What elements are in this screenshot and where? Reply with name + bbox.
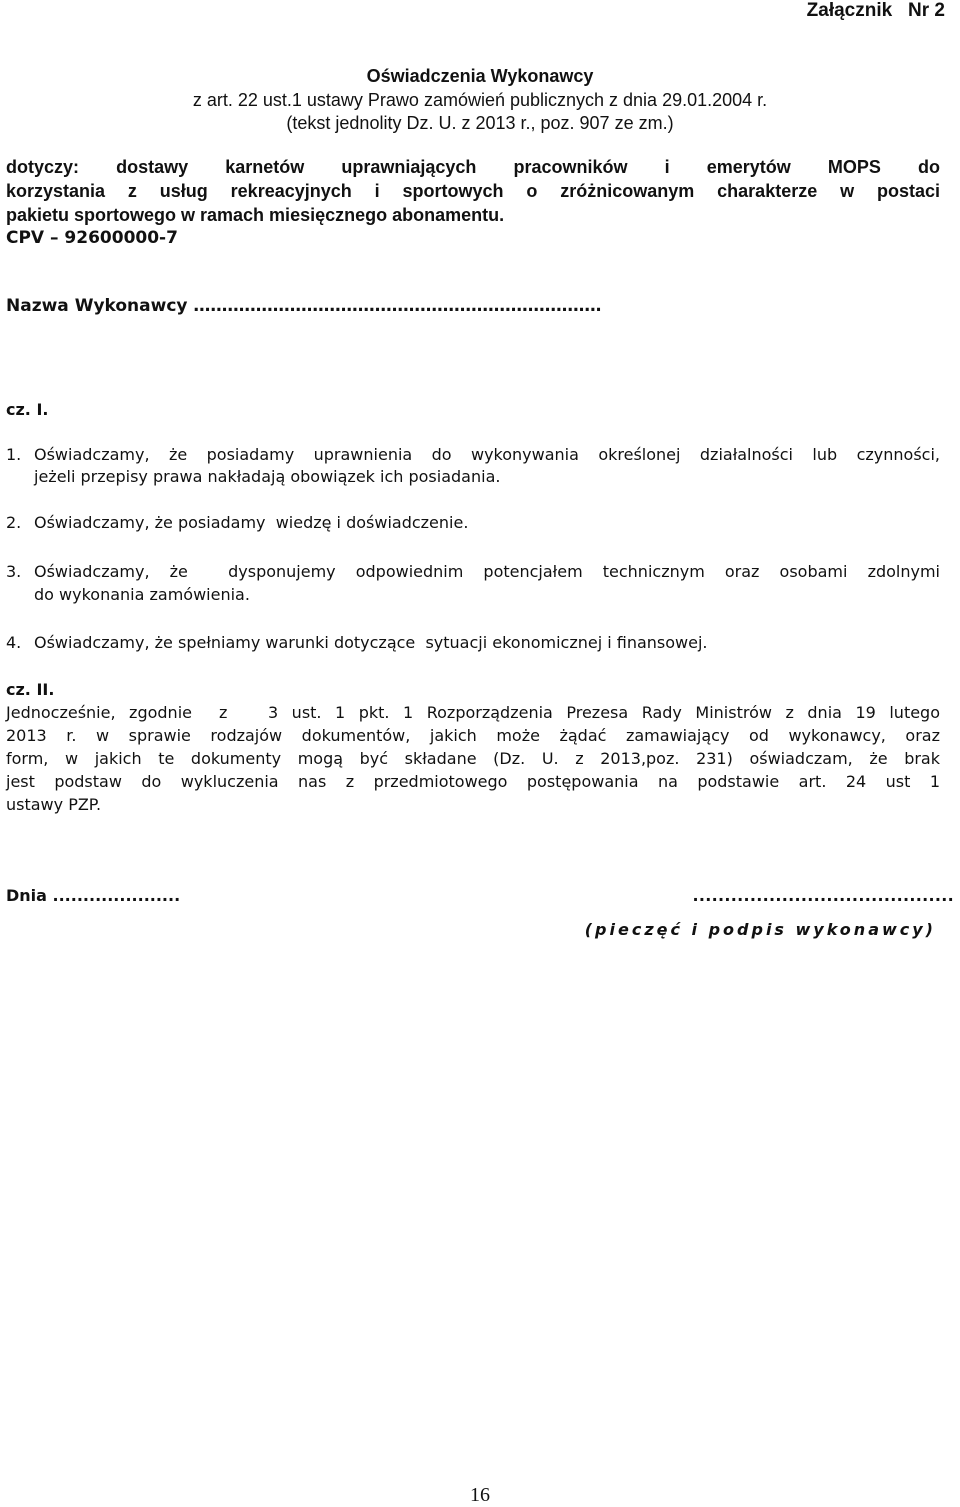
cpv-code: CPV – 92600000-7 [6,228,178,248]
part-2-line-1: Jednocześnie, zgodnie z 3 ust. 1 pkt. 1 Rozporządzenia Prezesa Rady Ministrów z dnia 19 lutego [6,703,940,722]
item-1-line-1: Oświadczamy, że posiadamy uprawnienia do wykonywania określonej działalności lub czynności, [34,445,940,464]
subject-line-3: pakietu sportowego w ramach miesięcznego abonamentu. [6,205,505,225]
page-number: 16 [470,1484,490,1506]
subject-line-1: dotyczy: dostawy karnetów uprawniających pracowników i emerytów MOPS do [6,157,940,177]
item-4-line-1: Oświadczamy, że spełniamy warunki dotyczące sytuacji ekonomicznej i finansowej. [34,633,708,652]
part-2-line-4: jest podstaw do wykluczenia nas z przedmiotowego postępowania na podstawie art. 24 ust 1 [6,772,940,791]
legal-basis-line: z art. 22 ust.1 ustawy Prawo zamówień publicznych z dnia 29.01.2004 r. [192,90,768,110]
item-1-line-2: jeżeli przepisy prawa nakładają obowiązek ich posiadania. [34,467,501,486]
item-3-line-1: Oświadczamy, że dysponujemy odpowiednim potencjałem technicznym oraz osobami zdolnymi [34,562,940,581]
signature-caption: (pieczęć i podpis wykonawcy) [584,920,936,939]
part-2-line-2: 2013 r. w sprawie rodzajów dokumentów, jakich może żądać zamawiający od wykonawcy, oraz [6,726,940,745]
item-4-number: 4. [6,633,22,652]
item-3-line-2: do wykonania zamówienia. [34,585,250,604]
item-1-number: 1. [6,445,22,464]
signature-line: ......................................... [692,886,954,905]
item-3-number: 3. [6,562,22,581]
part-2-heading: cz. II. [6,680,55,699]
annex-label: Załącznik Nr 2 [806,0,945,21]
item-2-number: 2. [6,513,22,532]
subject-line-2: korzystania z usług rekreacyjnych i sportowych o zróżnicowanym charakterze w postaci [6,181,940,201]
contractor-name-field: Nazwa Wykonawcy ……………………………………………………………… [6,296,602,316]
part-2-line-5: ustawy PZP. [6,795,102,814]
item-2-line-1: Oświadczamy, że posiadamy wiedzę i doświadczenie. [34,513,469,532]
document-title: Oświadczenia Wykonawcy [366,66,594,86]
part-2-line-3: form, w jakich te dokumenty mogą być składane (Dz. U. z 2013,poz. 231) oświadczam, że brak [6,749,940,768]
part-1-heading: cz. I. [6,400,49,419]
date-field: Dnia ..................... [6,886,181,905]
legal-basis-source: (tekst jednolity Dz. U. z 2013 r., poz. 907 ze zm.) [286,113,674,133]
